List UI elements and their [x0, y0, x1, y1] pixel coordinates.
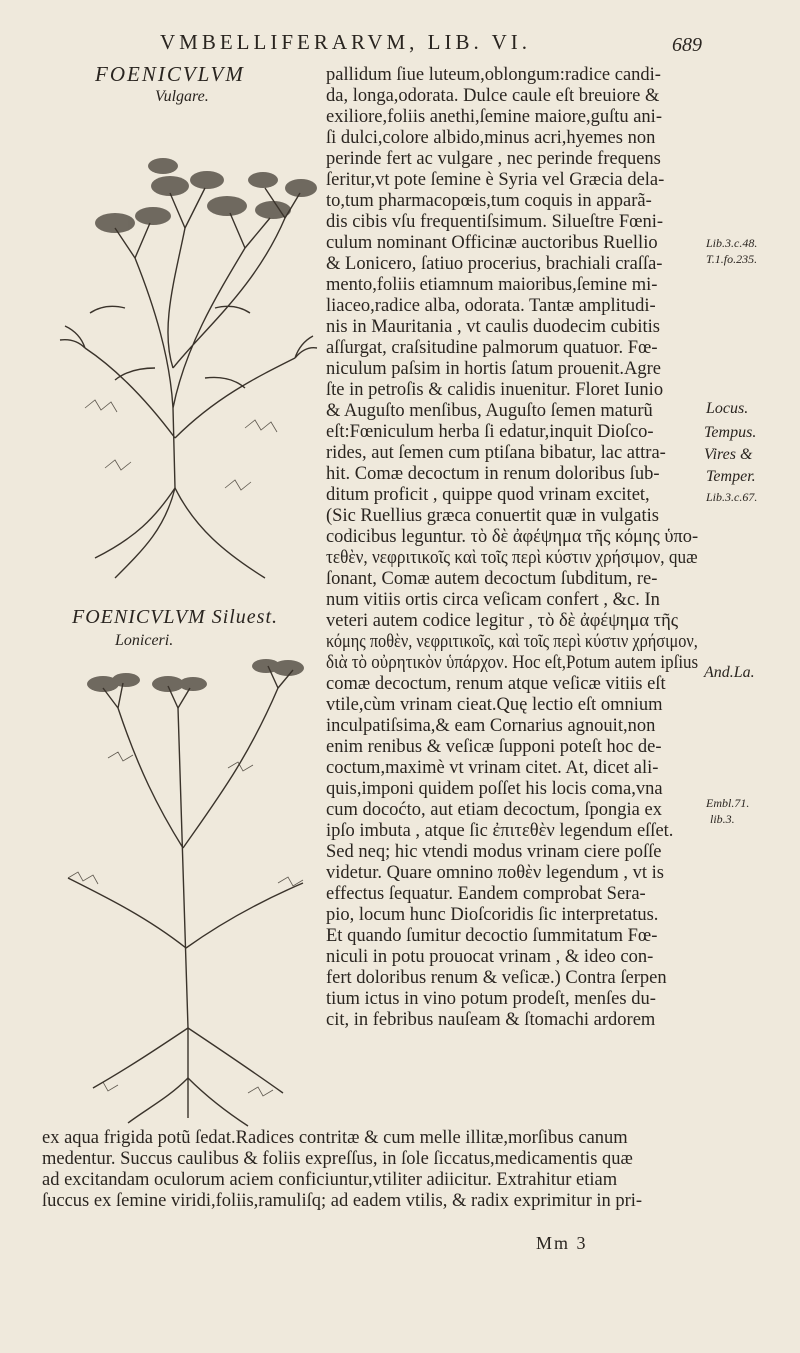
wild-fennel-woodcut-illustration	[48, 648, 320, 1128]
figure-1-title: FOENICVLVM	[95, 62, 245, 86]
fennel-woodcut-illustration	[55, 108, 323, 588]
text-line: & Lonicero, ſatiuo procerius, brachiali craſſa-	[326, 254, 663, 274]
figure-2-subtitle: Loniceri.	[115, 632, 174, 649]
text-line: ſonant, Comæ autem decoctum ſubditum, re-	[326, 569, 658, 589]
text-line: cum docoćto, aut etiam decoctum, ſpongia ex	[326, 800, 662, 820]
text-line: coctum,maximè vt vrinam citet. At, dicet ali-	[326, 758, 659, 778]
text-line: ſi dulci,colore albido,minus acri,hyemes non	[326, 128, 656, 148]
text-line: rides, aut ſemen cum ptiſana bibatur, lac attra-	[326, 443, 666, 463]
text-line: eſt:Fœniculum herba ſi edatur,inquit Dioſco-	[326, 422, 654, 442]
text-line: veteri autem codice legitur , τὸ δὲ ἀφέψημα τῆς	[326, 611, 679, 631]
text-line: comæ decoctum, renum atque veſicæ vitiis eſt	[326, 674, 666, 694]
text-line: niculi in potu prouocat vrinam , & ideo con-	[326, 947, 654, 967]
text-line: quis,imponi quidem poſſet his locis coma,vna	[326, 779, 663, 799]
marginal-note: Embl.71.	[706, 796, 750, 810]
marginal-note: Locus.	[706, 400, 749, 417]
marginal-note: Vires &	[704, 446, 753, 463]
figure-1-subtitle: Vulgare.	[155, 88, 209, 105]
text-line: nis in Mauritania , vt caulis duodecim cubitis	[326, 317, 660, 337]
text-line: ex aqua frigida potũ ſedat.Radices contritæ & cum melle illitæ,morſibus canum	[42, 1128, 628, 1148]
running-head: VMBELLIFERARVM, LIB. VI.	[160, 30, 532, 54]
text-line: enim renibus & veſicæ ſupponi poteſt hoc de-	[326, 737, 662, 757]
text-line: κόμης ποθὲν, νεφριτικοῖς, καὶ τοῖς περὶ κύστιν χρήσιμον,	[326, 632, 698, 652]
text-line: διὰ τὸ οὐρητικὸν ὑπάρχον. Hoc eſt,Potum autem ipſius	[326, 653, 699, 673]
text-line: τεθὲν, νεφριτικοῖς καὶ τοῖς περὶ κύστιν χρήσιμον, quæ	[326, 548, 698, 568]
text-line: inculpatiſsima,& eam Cornarius agnouit,non	[326, 716, 656, 736]
text-line: ſeritur,vt pote ſemine è Syria vel Græcia dela-	[326, 170, 665, 190]
text-line: ipſo imbuta , atque ſic ἐπιτεθὲν legendum eſſet.	[326, 821, 674, 841]
marginal-note: lib.3.	[710, 812, 735, 826]
text-line: codicibus leguntur. τὸ δὲ ἀφέψημα τῆς κόμης ὑπο-	[326, 527, 699, 547]
text-line: videtur. Quare omnino ποθὲν legendum , vt is	[326, 863, 664, 883]
marginal-note: Lib.3.c.48.	[706, 236, 758, 250]
signature-mark: Mm 3	[536, 1233, 588, 1253]
text-line: ſte in petroſis & calidis inuenitur. Floret Iunio	[326, 380, 664, 400]
text-line: dis cibis vſu frequentiſsimum. Silueſtre Fœni-	[326, 212, 664, 232]
main-column-text	[326, 65, 748, 1031]
text-line: num vitiis ortis circa veſicam confert , &c. In	[326, 590, 660, 610]
text-line: exiliore,foliis anethi,ſemine maiore,guſtu ani-	[326, 107, 662, 127]
text-line: ſuccus ex ſemine viridi,foliis,ramuliſq; ad eadem vtilis, & radix exprimitur in pri-	[42, 1191, 643, 1211]
text-line: Et quando ſumitur decoctio ſummitatum Fœ-	[326, 926, 658, 946]
text-line: vtile,cùm vrinam cieat.Quę lectio eſt omnium	[326, 695, 663, 715]
marginal-note: Temper.	[706, 468, 756, 485]
text-line: effectus ſequatur. Eandem comprobat Sera-	[326, 884, 646, 904]
text-line: tium ictus in vino potum prodeſt, menſes du-	[326, 989, 656, 1009]
figure-2-title: FOENICVLVM Siluest.	[72, 606, 279, 628]
full-width-text	[42, 1128, 642, 1212]
text-line: pallidum ſiue luteum,oblongum:radice candi-	[326, 65, 661, 85]
text-line: mento,foliis etiamnum maioribus,ſemine mi-	[326, 275, 658, 295]
text-line: niculum paſsim in hortis ſatum prouenit.Agre	[326, 359, 662, 379]
text-line: ditum proficit , quippe quod vrinam excitet,	[326, 485, 650, 505]
text-line: fert doloribus renum & veſicæ.) Contra ſerpen	[326, 968, 667, 988]
text-line: pio, locum hunc Dioſcoridis ſic interpretatus.	[326, 905, 659, 925]
marginal-note: T.1.fo.235.	[706, 252, 758, 266]
marginal-note: And.La.	[704, 664, 755, 681]
text-line: aſſurgat, craſsitudine palmorum quatuor. Fœ-	[326, 338, 658, 358]
text-line: & Auguſto menſibus, Auguſto ſemen maturũ	[326, 401, 653, 421]
text-line: perinde fert ac vulgare , nec perinde frequens	[326, 149, 661, 169]
text-line: culum nominant Officinæ auctoribus Ruellio	[326, 233, 658, 253]
marginal-note: Tempus.	[704, 424, 757, 441]
marginal-note: Lib.3.c.67.	[706, 490, 758, 504]
text-line: ad excitandam oculorum aciem conficiuntur,vtiliter adiicitur. Extrahitur etiam	[42, 1170, 618, 1190]
text-line: liaceo,radice alba, odorata. Tantæ amplitudi-	[326, 296, 656, 316]
text-line: medentur. Succus caulibus & foliis expreſſus, in ſole ſiccatus,medicamentis quæ	[42, 1149, 633, 1169]
text-line: (Sic Ruellius græca conuertit quæ in vulgatis	[326, 506, 659, 526]
text-line: Sed neq; hic vtendi modus vrinam ciere poſſe	[326, 842, 662, 862]
text-line: hit. Comæ decoctum in renum doloribus ſub-	[326, 464, 660, 484]
text-line: da, longa,odorata. Dulce caule eſt breuiore &	[326, 86, 660, 106]
text-line: to,tum pharmacopœis,tum coquis in apparã-	[326, 191, 652, 211]
text-line: cit, in febribus nauſeam & ſtomachi ardorem	[326, 1010, 656, 1030]
page-number: 689	[672, 34, 702, 56]
